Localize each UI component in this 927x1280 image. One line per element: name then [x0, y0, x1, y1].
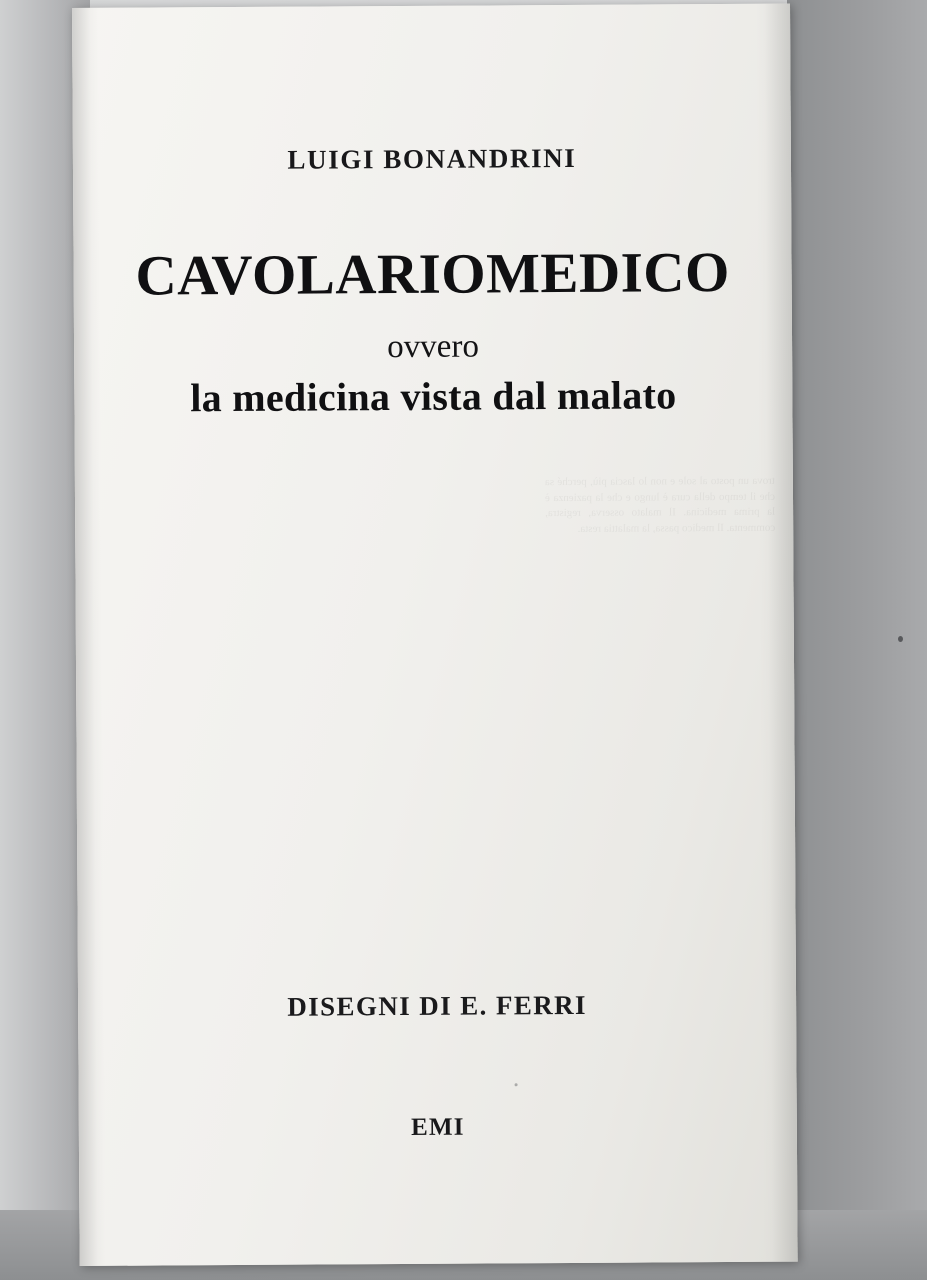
publisher-name: EMI: [410, 1113, 465, 1141]
author-name: LUIGI BONANDRINI: [287, 142, 577, 175]
paper-speck: [515, 1083, 518, 1086]
book-title-page: [72, 4, 798, 1266]
book-subtitle: la medicina vista dal malato: [190, 372, 677, 421]
book-title: CAVOLARIOMEDICO: [135, 240, 731, 308]
title-page-content: [72, 4, 798, 1266]
dust-speck: [898, 636, 903, 642]
subtitle-connector: ovvero: [387, 328, 479, 366]
background-right-surface: [787, 0, 927, 1280]
show-through-text: trova un posto al sole e non lo lascia più, perché sa che il tempo della cura è lungo e che la pazienza è la prima medicina. Il malato osserva, registra, commenta. Il medico passa, la malattia resta.: [544, 474, 776, 535]
illustration-credit: DISEGNI DI E. FERRI: [287, 989, 588, 1022]
